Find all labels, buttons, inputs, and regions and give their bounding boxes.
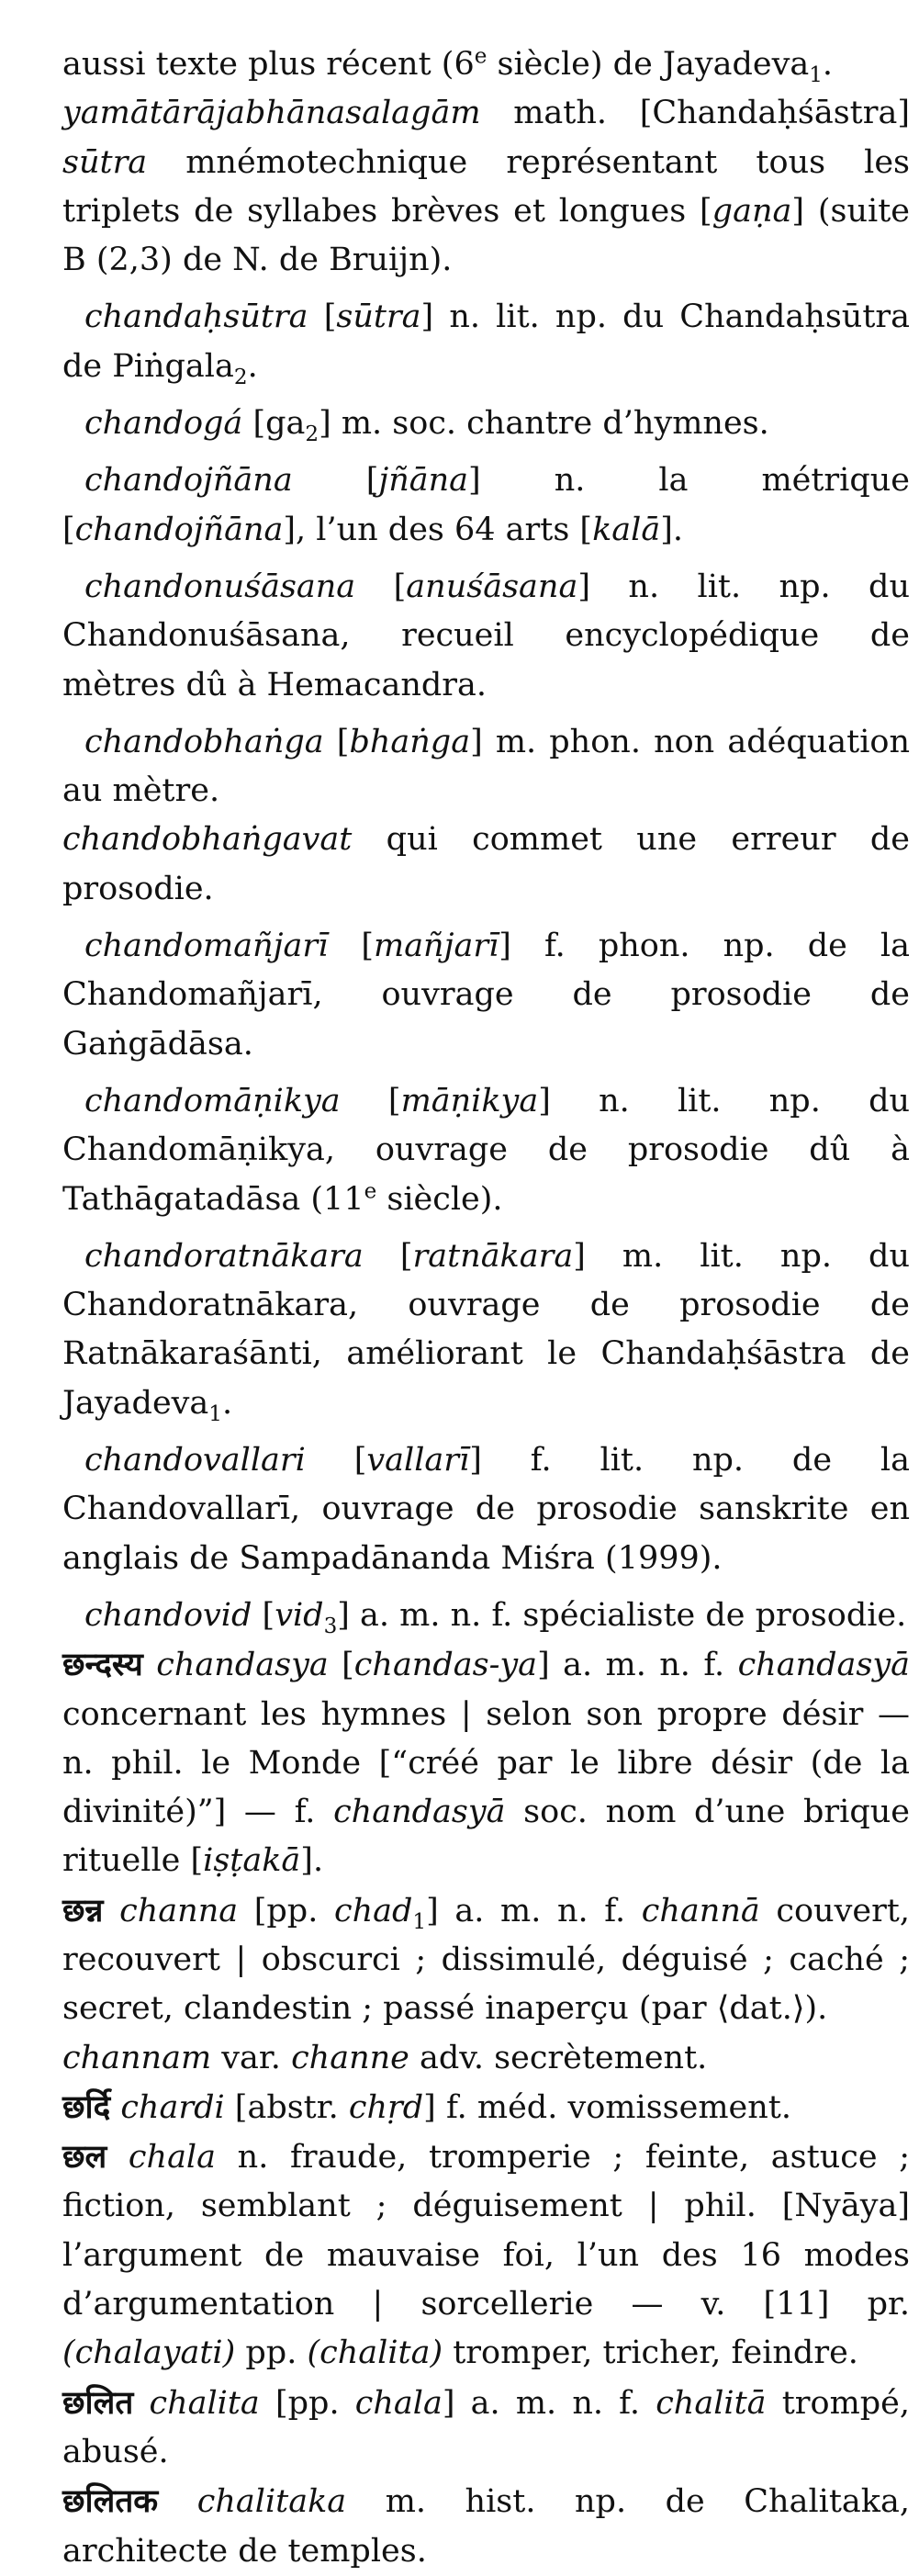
italic-term: mañjarī — [374, 928, 499, 965]
subscript: 2 — [305, 422, 319, 447]
entry-text: ] (suite B (2,3) de N. de Bruijn). — [62, 192, 910, 279]
entry-text: soc. nom d’une brique rituelle [ — [62, 1794, 910, 1880]
italic-term: vallarī — [366, 1442, 470, 1479]
superscript: e — [474, 44, 488, 69]
italic-term: chandasyā — [737, 1647, 911, 1684]
entry-text: [ — [323, 723, 350, 760]
subscript: 1 — [809, 63, 823, 87]
entry-text: siècle). — [376, 1180, 503, 1218]
entry-text — [133, 2385, 149, 2422]
entry-text: [ — [328, 928, 374, 965]
italic-term: channe — [291, 2039, 409, 2076]
italic-term: chandasyā — [333, 1794, 506, 1831]
dictionary-entry — [62, 1232, 910, 1428]
entry-text: mnémotechnique représentant tous les triplets de syllabes brèves et longues [ — [62, 143, 910, 230]
entry-text: ] n. la métrique [ — [62, 462, 911, 548]
entry-text — [106, 2139, 129, 2176]
entry-text: ]. — [660, 511, 683, 548]
italic-term: chandojñāna — [84, 462, 293, 500]
dictionary-entry — [62, 1077, 910, 1224]
subscript: 1 — [412, 1909, 427, 1934]
dictionary-entry — [62, 922, 910, 1069]
entry-text: [ — [305, 1442, 367, 1479]
dictionary-entry — [62, 2083, 910, 2132]
italic-term: chala — [354, 2384, 443, 2422]
dictionary-entry — [62, 2034, 910, 2083]
devanagari-headword: छर्दि — [62, 2087, 111, 2126]
dictionary-entry — [62, 399, 910, 448]
devanagari-headword: छल — [62, 2138, 107, 2177]
italic-term: channā — [641, 1892, 760, 1929]
subscript: 1 — [208, 1401, 222, 1426]
italic-term: (chalayati) — [62, 2334, 236, 2372]
entry-text: . — [222, 1384, 233, 1422]
italic-term: chandas-ya — [353, 1647, 538, 1684]
entry-text: [ — [363, 1237, 413, 1275]
entry-text: [ — [308, 298, 337, 336]
italic-term: bhaṅga — [349, 723, 471, 760]
italic-term: jñāna — [378, 462, 469, 500]
italic-term: yamātārājabhānasalagām — [62, 95, 481, 132]
italic-term: chandobhaṅgavat — [62, 821, 353, 859]
italic-term: chardi — [120, 2088, 225, 2126]
entry-text: ] n. lit. np. du Chandonuśāsana, recueil encyclopédique de mètres dû à Hemacandra. — [62, 568, 911, 703]
entry-text: ] a. m. n. f. — [442, 2384, 656, 2422]
entry-text: [ — [328, 1647, 354, 1684]
italic-term: chandovid — [84, 1596, 252, 1634]
entry-text: . — [247, 347, 258, 385]
italic-term: chala — [128, 2139, 216, 2177]
entry-text: ] a. m. n. f. — [537, 1647, 738, 1684]
entry-text: ] f. phon. np. de la Chandomañjarī, ouvrage de prosodie de Gaṅgādāsa. — [62, 928, 910, 1063]
entry-text: math. [Chandaḥśāstra] — [480, 95, 910, 132]
italic-term: anuśāsana — [406, 568, 578, 605]
entry-text: pp. — [235, 2334, 308, 2372]
dictionary-entry — [62, 293, 910, 391]
italic-term: ratnākara — [412, 1237, 574, 1275]
entry-text: [pp. — [259, 2384, 355, 2422]
dictionary-entry — [62, 456, 910, 555]
dictionary-entry — [62, 1640, 910, 1885]
entry-text: ] f. méd. vomissement. — [423, 2088, 791, 2126]
italic-term: chalita — [149, 2384, 260, 2422]
entry-text: ] f. lit. np. de la Chandovallarī, ouvrage de prosodie sanskrite en anglais de Sampadānanda Miśra (1999). — [62, 1442, 910, 1577]
dictionary-entry — [62, 2132, 910, 2378]
entry-text — [143, 1647, 156, 1683]
italic-term: chṛd — [348, 2088, 424, 2126]
entry-text: ] m. soc. chantre d’hymnes. — [319, 405, 769, 443]
superscript: e — [364, 1178, 377, 1203]
entry-text: couvert, recouvert | obscurci ; dissimulé, déguisé ; caché ; secret, clandestin ; passé inaperçu (par ⟨dat.⟩). — [62, 1892, 910, 2028]
dictionary-entry — [62, 816, 910, 914]
italic-term: gaṇa — [712, 192, 792, 230]
dictionary-entry — [62, 2379, 910, 2478]
entry-text: adv. secrètement. — [409, 2039, 708, 2076]
subscript: 3 — [323, 1614, 338, 1638]
entry-text: var. — [211, 2039, 292, 2076]
entry-text: [ — [340, 1082, 401, 1119]
entry-text: ] a. m. n. f. — [426, 1892, 642, 1929]
entry-text: ] n. lit. np. du Chandomāṇikya, ouvrage de prosodie dû à Tathāgatadāsa (11 — [62, 1082, 911, 1218]
entry-text: ] m. lit. np. du Chandoratnākara, ouvrage de prosodie de Ratnākaraśānti, améliorant le Chandaḥśāstra de Jayadeva — [62, 1237, 910, 1422]
italic-term: chalitā — [656, 2384, 767, 2422]
italic-term: chandonuśāsana — [84, 568, 356, 605]
dictionary-entry — [62, 40, 910, 89]
entry-text: siècle) de Jayadeva — [487, 46, 810, 83]
dictionary-entry — [62, 1886, 910, 2034]
italic-term: sūtra — [336, 298, 421, 336]
italic-term: sūtra — [62, 143, 148, 181]
italic-term: (chalita) — [307, 2334, 443, 2372]
subscript: 2 — [233, 365, 248, 389]
italic-term: chandasya — [156, 1647, 329, 1684]
entry-text: qui commet une erreur de prosodie. — [62, 821, 910, 907]
devanagari-headword: छलित — [62, 2383, 134, 2422]
italic-term: iṣṭakā — [203, 1842, 301, 1880]
italic-term: kalā — [592, 511, 661, 548]
entry-text — [110, 2089, 120, 2126]
entry-text: [ — [292, 462, 379, 500]
entry-text: ] n. lit. np. du Chandaḥsūtra de Piṅgala — [62, 298, 910, 385]
italic-term: chalitaka — [196, 2483, 347, 2521]
entry-text: . — [822, 46, 834, 83]
devanagari-headword: छन्न — [62, 1891, 104, 1929]
dictionary-entry — [62, 89, 910, 285]
italic-term: channa — [119, 1892, 239, 1929]
dictionary-entry — [62, 718, 910, 816]
entry-text: [ — [355, 568, 407, 605]
entry-text: m. hist. np. de Chalitaka, architecte de temples. — [62, 2483, 910, 2570]
italic-term: chandoratnākara — [84, 1237, 364, 1275]
entry-text — [104, 1893, 120, 1929]
entry-text: n. fraude, tromperie ; feinte, astuce ; fiction, semblant ; déguisement | phil. [Nyāya] l’argument de mauvaise foi, l’un des 16 modes d’argumentation | sorcellerie — v. [11] pr. — [62, 2139, 910, 2323]
entry-text — [158, 2483, 197, 2520]
dictionary-entry — [62, 563, 910, 710]
italic-term: chandogá — [84, 405, 243, 443]
devanagari-headword: छन्दस्य — [62, 1646, 143, 1684]
dictionary-entry — [62, 1436, 910, 1583]
entry-text: trompé, abusé. — [62, 2384, 911, 2470]
italic-term: chandomāṇikya — [84, 1082, 341, 1119]
entry-text: ] m. phon. non adéquation au mètre. — [62, 723, 911, 810]
entry-text: [abstr. — [224, 2088, 349, 2126]
devanagari-headword: छलितक — [62, 2482, 159, 2521]
entry-text: ]. — [300, 1842, 324, 1880]
entry-text: aussi texte plus récent (6 — [62, 46, 475, 83]
entry-text: ], l’un des 64 arts [ — [283, 511, 593, 548]
dictionary-entry — [62, 1592, 910, 1640]
entry-text: tromper, tricher, feindre. — [443, 2334, 858, 2372]
italic-term: chandobhaṅga — [84, 723, 324, 760]
entry-text: [ — [252, 1596, 275, 1634]
entry-text: concernant les hymnes | selon son propre désir — n. phil. le Monde [“créé par le libre désir (de la divinité)”] — f. — [62, 1695, 910, 1831]
italic-term: chandaḥsūtra — [84, 298, 308, 336]
italic-term: māṇikya — [400, 1082, 539, 1119]
italic-term: channam — [62, 2039, 212, 2076]
italic-term: chad — [333, 1892, 413, 1929]
italic-term: chandojñāna — [74, 511, 284, 548]
italic-term: vid — [275, 1596, 324, 1634]
italic-term: chandovallari — [84, 1442, 306, 1479]
italic-term: chandomañjarī — [84, 928, 329, 965]
entry-text: ] a. m. n. f. spécialiste de prosodie. — [337, 1596, 907, 1634]
entry-text: [ga — [242, 405, 306, 443]
entry-text: [pp. — [238, 1892, 334, 1929]
dictionary-entry — [62, 2477, 910, 2576]
